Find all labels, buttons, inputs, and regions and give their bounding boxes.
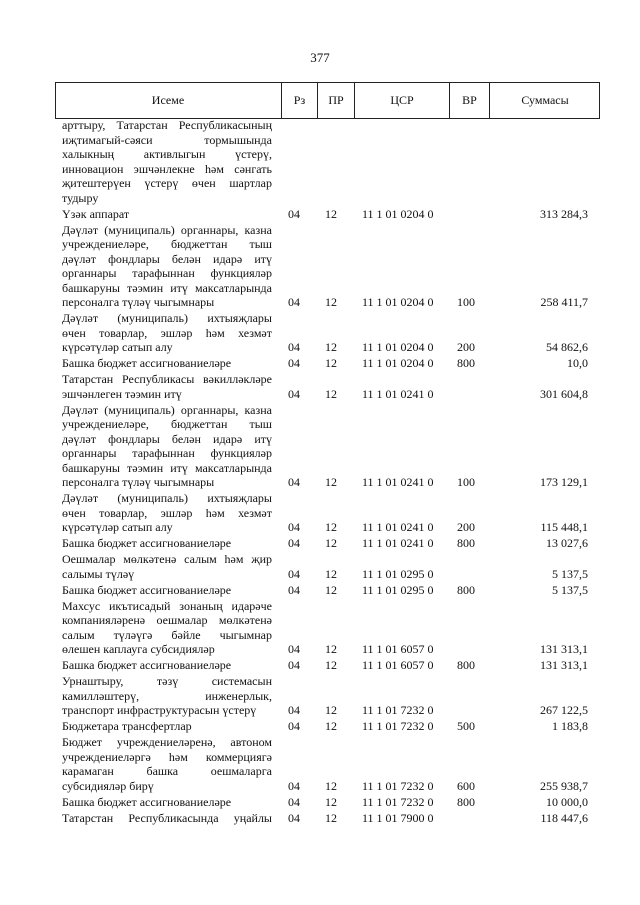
row-name-line: субсидияләр бирү bbox=[62, 778, 154, 793]
table-row bbox=[0, 735, 640, 793]
page-number: 377 bbox=[310, 50, 330, 65]
table-row bbox=[0, 536, 640, 551]
row-name-line: өлешен каплауга субсидияләр bbox=[62, 642, 215, 656]
table-row bbox=[0, 795, 640, 810]
row-name bbox=[62, 223, 272, 310]
row-pr: 12 bbox=[325, 794, 337, 809]
row-name-line: җитештерүен үстерү өчен шартлар bbox=[62, 176, 272, 190]
row-vr: 200 bbox=[457, 340, 475, 354]
row-pr: 12 bbox=[325, 582, 337, 597]
table-row bbox=[0, 719, 640, 734]
row-name-line: Дәүләт (муниципаль) органнары, казна bbox=[62, 402, 272, 417]
row-name-line: эшчәнлеген тәэмин итү bbox=[62, 386, 182, 401]
row-sum: 10,0 bbox=[567, 356, 588, 370]
row-pr: 12 bbox=[325, 295, 337, 309]
row-name-line: дәүләт фондлары белән идарә итү bbox=[62, 251, 272, 266]
row-name-line: Махсус икътисадый зонаның идарәче bbox=[62, 598, 272, 613]
row-name-line: учреждениеләргә һәм коммерциягә bbox=[62, 749, 272, 764]
row-sum: 131 313,1 bbox=[540, 658, 588, 672]
row-rz: 04 bbox=[288, 520, 300, 534]
table-row bbox=[0, 356, 640, 371]
row-pr: 12 bbox=[325, 778, 337, 793]
row-pr: 12 bbox=[325, 356, 337, 370]
row-name-line: салым түләүгә бәйле чыгымнар bbox=[62, 627, 272, 642]
row-name-line: Дәүләт (муниципаль) органнары, казна bbox=[62, 222, 272, 237]
row-pr: 12 bbox=[325, 520, 337, 534]
table-row bbox=[0, 403, 640, 490]
row-csr: 11 1 01 7900 0 bbox=[362, 810, 434, 825]
row-sum: 267 122,5 bbox=[540, 703, 588, 717]
row-name bbox=[62, 583, 272, 598]
row-pr: 12 bbox=[325, 475, 337, 489]
row-name bbox=[62, 658, 272, 673]
row-name bbox=[62, 811, 272, 826]
row-csr: 11 1 01 6057 0 bbox=[362, 642, 434, 656]
row-name bbox=[62, 719, 272, 734]
row-rz: 04 bbox=[288, 536, 300, 550]
row-pr: 12 bbox=[325, 703, 337, 717]
row-name-line: күрсәтүләр сатып алу bbox=[62, 520, 173, 534]
row-name-line: башкаруны тәэмин итү максатларында bbox=[62, 460, 272, 475]
row-csr: 11 1 01 0241 0 bbox=[362, 536, 434, 550]
row-csr: 11 1 01 0295 0 bbox=[362, 566, 434, 581]
row-csr: 11 1 01 6057 0 bbox=[362, 658, 434, 672]
row-vr: 800 bbox=[457, 794, 475, 809]
header-name: Исеме bbox=[151, 93, 185, 107]
row-name-line: Оешмалар мөлкәтенә салым һәм җир bbox=[62, 552, 272, 566]
row-name-line: транспорт инфраструктурасын үстерү bbox=[62, 703, 257, 717]
row-name bbox=[62, 207, 272, 222]
row-name-line: карамаган башка оешмаларга bbox=[62, 764, 272, 778]
row-name bbox=[62, 356, 272, 371]
row-rz: 04 bbox=[288, 658, 300, 672]
header-vr: ВР bbox=[449, 83, 489, 118]
table-row bbox=[0, 599, 640, 657]
row-name-line: салымы түләү bbox=[62, 566, 135, 581]
row-csr: 11 1 01 7232 0 bbox=[362, 794, 434, 809]
row-sum: 54 862,6 bbox=[546, 340, 588, 354]
table-row bbox=[0, 491, 640, 535]
row-csr: 11 1 01 0204 0 bbox=[362, 295, 434, 309]
row-rz: 04 bbox=[288, 295, 300, 309]
row-name bbox=[62, 491, 272, 535]
row-rz: 04 bbox=[288, 794, 300, 809]
row-name-line: халыкның активлыгын үстерү, bbox=[62, 147, 272, 161]
row-name-line: персоналга түләү чыгымнары bbox=[62, 475, 215, 489]
row-name-line: Дәүләт (муниципаль) ихтыяҗлары bbox=[62, 311, 272, 325]
row-vr: 600 bbox=[457, 778, 475, 793]
header-sum: Суммасы bbox=[489, 83, 600, 118]
row-vr: 100 bbox=[457, 475, 475, 489]
row-sum: 255 938,7 bbox=[540, 778, 588, 793]
row-rz: 04 bbox=[288, 778, 300, 793]
row-name-line: Татарстан Республикасы вәкилләкләре bbox=[62, 372, 272, 386]
row-name-line: Башка бюджет ассигнованиеләре bbox=[62, 536, 232, 550]
row-sum: 115 448,1 bbox=[540, 520, 588, 534]
row-name-line: органнары тарафыннан функцияләр bbox=[62, 266, 272, 280]
table-row bbox=[0, 223, 640, 310]
header-rz: Рз bbox=[281, 83, 317, 118]
row-sum: 10 000,0 bbox=[546, 794, 588, 809]
row-name bbox=[62, 735, 272, 793]
row-name-line: органнары тарафыннан функцияләр bbox=[62, 446, 272, 460]
row-name bbox=[62, 599, 272, 657]
row-name-line: Башка бюджет ассигнованиеләре bbox=[62, 794, 232, 809]
row-pr: 12 bbox=[325, 810, 337, 825]
row-name-line: күрсәтүләр сатып алу bbox=[62, 340, 173, 354]
row-name-line: тудыру bbox=[62, 190, 99, 205]
row-csr: 11 1 01 7232 0 bbox=[362, 778, 434, 793]
header-pr: ПР bbox=[317, 83, 354, 118]
row-vr: 800 bbox=[457, 658, 475, 672]
row-csr: 11 1 01 0204 0 bbox=[362, 340, 434, 354]
row-sum: 1 183,8 bbox=[552, 719, 588, 733]
row-name-line: компанияләренә оешмалар мөлкәтенә bbox=[62, 613, 272, 627]
row-name-line: Башка бюджет ассигнованиеләре bbox=[62, 356, 232, 370]
table-row bbox=[0, 118, 640, 205]
row-rz: 04 bbox=[288, 810, 300, 825]
table-row bbox=[0, 207, 640, 222]
row-sum: 131 313,1 bbox=[540, 642, 588, 656]
row-name-line: учреждениеләре, бюджеттан тыш bbox=[62, 237, 272, 251]
row-name-line: персоналга түләү чыгымнары bbox=[62, 295, 215, 309]
row-csr: 11 1 01 0241 0 bbox=[362, 520, 434, 534]
row-name-line: башкаруны тәэмин итү максатларында bbox=[62, 280, 272, 295]
row-name-line: Татарстан Республикасында уңайлы bbox=[62, 810, 272, 825]
row-rz: 04 bbox=[288, 206, 300, 221]
row-pr: 12 bbox=[325, 386, 337, 401]
row-name-line: дәүләт фондлары белән идарә итү bbox=[62, 431, 272, 446]
row-sum: 313 284,3 bbox=[540, 206, 588, 221]
row-pr: 12 bbox=[325, 566, 337, 581]
table-row bbox=[0, 372, 640, 401]
table-header bbox=[55, 82, 600, 119]
row-pr: 12 bbox=[325, 340, 337, 354]
row-vr: 800 bbox=[457, 356, 475, 370]
row-name-line: Үзәк аппарат bbox=[62, 206, 130, 221]
row-sum: 5 137,5 bbox=[552, 582, 588, 597]
row-name-line: камилләштерү, инженерлык, bbox=[62, 688, 272, 703]
row-name-line: арттыру, Татарстан Республикасының bbox=[62, 118, 272, 132]
row-csr: 11 1 01 0204 0 bbox=[362, 356, 434, 370]
row-name bbox=[62, 536, 272, 551]
row-name bbox=[62, 118, 272, 205]
row-sum: 258 411,7 bbox=[540, 295, 588, 309]
table-row bbox=[0, 311, 640, 355]
table-row bbox=[0, 552, 640, 581]
row-sum: 301 604,8 bbox=[540, 386, 588, 401]
row-pr: 12 bbox=[325, 719, 337, 733]
row-csr: 11 1 01 0241 0 bbox=[362, 386, 434, 401]
row-csr: 11 1 01 0204 0 bbox=[362, 206, 434, 221]
row-name bbox=[62, 795, 272, 810]
row-name bbox=[62, 372, 272, 401]
row-csr: 11 1 01 0295 0 bbox=[362, 582, 434, 597]
row-vr: 800 bbox=[457, 536, 475, 550]
row-name bbox=[62, 552, 272, 581]
row-name-line: Урнаштыру, тәзү системасын bbox=[62, 674, 272, 688]
row-name-line: Башка бюджет ассигнованиеләре bbox=[62, 658, 232, 672]
row-rz: 04 bbox=[288, 566, 300, 581]
table-row bbox=[0, 674, 640, 718]
row-name-line: Бюджет учреждениеләренә, автоном bbox=[62, 735, 272, 749]
row-csr: 11 1 01 0241 0 bbox=[362, 475, 434, 489]
row-name bbox=[62, 311, 272, 355]
row-name bbox=[62, 403, 272, 490]
row-sum: 173 129,1 bbox=[540, 475, 588, 489]
header-csr: ЦСР bbox=[354, 83, 449, 118]
row-rz: 04 bbox=[288, 642, 300, 656]
row-name-line: өчен товарлар, эшләр һәм хезмәт bbox=[62, 325, 272, 340]
row-name-line: иҗтимагый-сәяси тормышында bbox=[62, 132, 272, 147]
row-sum: 118 447,6 bbox=[540, 810, 588, 825]
row-name-line: Башка бюджет ассигнованиеләре bbox=[62, 582, 232, 597]
row-pr: 12 bbox=[325, 206, 337, 221]
row-vr: 200 bbox=[457, 520, 475, 534]
row-name-line: Бюджетара трансфертлар bbox=[62, 719, 192, 733]
row-name-line: учреждениеләре, бюджеттан тыш bbox=[62, 417, 272, 431]
row-pr: 12 bbox=[325, 536, 337, 550]
table-row bbox=[0, 811, 640, 826]
row-rz: 04 bbox=[288, 703, 300, 717]
row-name-line: инновацион эшчәнлекне һәм сәнгать bbox=[62, 161, 272, 176]
row-rz: 04 bbox=[288, 475, 300, 489]
row-vr: 100 bbox=[457, 295, 475, 309]
row-sum: 5 137,5 bbox=[552, 566, 588, 581]
row-name-line: Дәүләт (муниципаль) ихтыяҗлары bbox=[62, 491, 272, 505]
row-pr: 12 bbox=[325, 642, 337, 656]
row-csr: 11 1 01 7232 0 bbox=[362, 703, 434, 717]
row-rz: 04 bbox=[288, 340, 300, 354]
table-row bbox=[0, 658, 640, 673]
row-rz: 04 bbox=[288, 386, 300, 401]
header-right-edge bbox=[599, 83, 600, 118]
row-rz: 04 bbox=[288, 356, 300, 370]
row-name bbox=[62, 674, 272, 718]
row-name-line: өчен товарлар, эшләр һәм хезмәт bbox=[62, 505, 272, 520]
row-csr: 11 1 01 7232 0 bbox=[362, 719, 434, 733]
row-sum: 13 027,6 bbox=[546, 536, 588, 550]
row-rz: 04 bbox=[288, 582, 300, 597]
table-row bbox=[0, 583, 640, 598]
table-body bbox=[0, 118, 640, 905]
row-rz: 04 bbox=[288, 719, 300, 733]
row-pr: 12 bbox=[325, 658, 337, 672]
row-vr: 800 bbox=[457, 582, 475, 597]
row-vr: 500 bbox=[457, 719, 475, 733]
